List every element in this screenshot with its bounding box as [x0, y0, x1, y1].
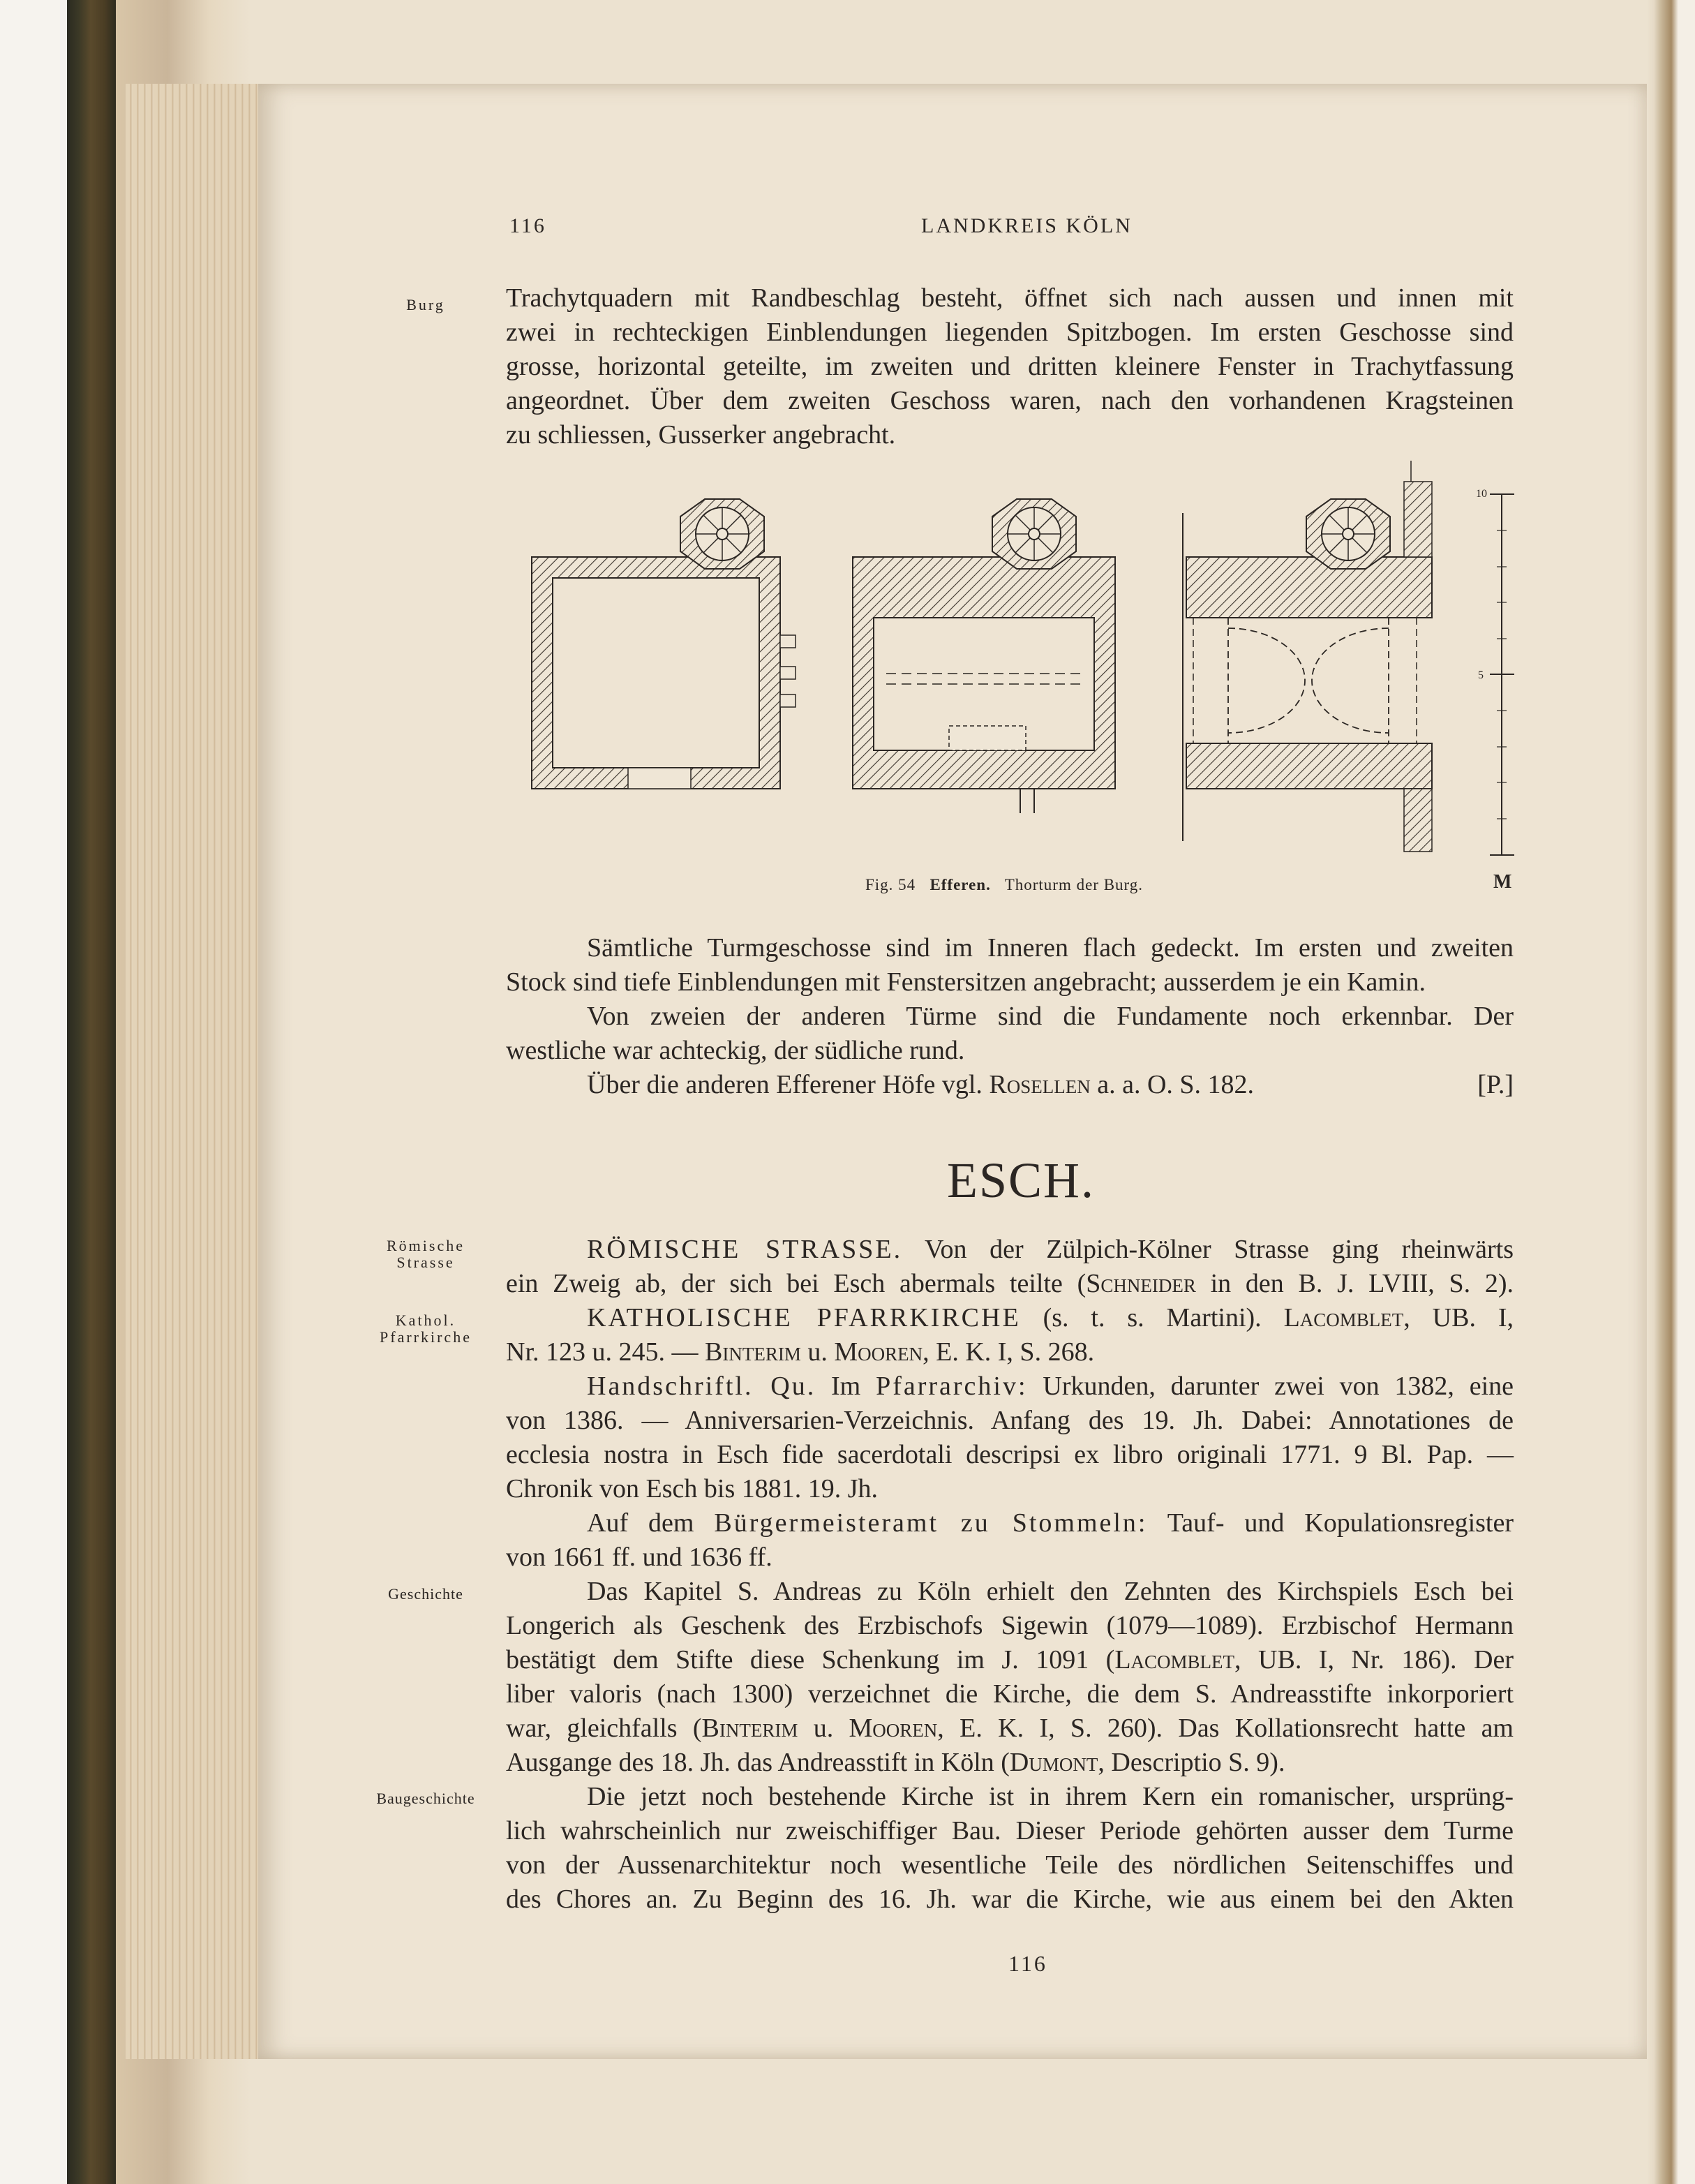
text-span: u.	[813, 1714, 834, 1743]
text-line: Longerich als Geschenk des Erzbischofs Sigewin (1079—1089). Erzbischof Hermann	[506, 1611, 1514, 1640]
text-line: Die jetzt noch bestehende Kirche ist in ihrem Kern ein romanischer, ursprüng-	[587, 1782, 1514, 1811]
page-number-bottom: 116	[1008, 1951, 1047, 1976]
text-line: Stock sind tiefe Einblendungen mit Fenstersitzen angebracht; ausserdem je ein Kamin.	[506, 967, 1426, 997]
scale-label-10: 10	[1476, 488, 1487, 500]
text-span: UB. I, Nr. 186). Der	[1258, 1645, 1514, 1674]
reference-text: a. a. O. S. 182.	[1097, 1070, 1255, 1099]
page-number-top: 116	[509, 214, 546, 237]
text-span: Auf dem	[587, 1508, 694, 1538]
text-span: Descriptio S. 9).	[1111, 1748, 1285, 1777]
text-line	[506, 1369, 1514, 1404]
margin-note-roemische-strasse	[373, 1238, 478, 1271]
author-name: Binterim	[705, 1337, 801, 1367]
author-signature: [P.]	[1477, 1070, 1514, 1099]
scale-label-5: 5	[1478, 669, 1484, 681]
text-line: Trachytquadern mit Randbeschlag besteht, öffnet sich nach aussen und innen mit	[506, 283, 1514, 313]
text-line: ecclesia nostra in Esch fide sacerdotali descripsi ex libro originali 1771. 9 Bl. Pap. —	[506, 1440, 1514, 1469]
section-heading-roemische-strasse: RÖMISCHE STRASSE.	[587, 1235, 903, 1264]
caption-text: Thorturm der Burg.	[1004, 876, 1144, 893]
text-line: zwei in rechteckigen Einblendungen liegenden Spitzbogen. Im ersten Geschosse sind	[506, 318, 1514, 347]
text-span: war, gleichfalls (	[506, 1714, 702, 1743]
text-line	[506, 1335, 1514, 1369]
margin-note-line: Römische	[387, 1237, 465, 1254]
text-line: von 1661 ff. und 1636 ff.	[506, 1543, 772, 1572]
text-span: Nr. 123 u. 245. —	[506, 1337, 699, 1367]
text-line	[506, 1301, 1514, 1335]
paragraph-top	[506, 281, 1514, 452]
text-line	[506, 1711, 1514, 1746]
text-span: E. K. I, S. 260). Das Kollationsrecht hatte am	[959, 1714, 1514, 1743]
paragraph-after-figure	[506, 931, 1514, 1102]
text-line: Das Kapitel S. Andreas zu Köln erhielt den Zehnten des Kirchspiels Esch bei	[587, 1577, 1514, 1606]
text-span: (s. t. s. Martini).	[1043, 1303, 1262, 1332]
text-line	[506, 1068, 1514, 1102]
text-line: Von zweien der anderen Türme sind die Fundamente noch erkennbar. Der	[587, 1002, 1514, 1031]
text-line: westliche war achteckig, der südliche rund.	[506, 1036, 965, 1065]
author-name: Mooren,	[834, 1337, 929, 1367]
author-name: Dumont,	[1009, 1748, 1105, 1777]
author-name: Mooren,	[849, 1714, 944, 1743]
text-span: ein Zweig ab, der sich bei Esch abermals teilte (	[506, 1269, 1087, 1298]
text-span: bestätigt dem Stifte diese Schenkung im J. 1091 (	[506, 1645, 1115, 1674]
text-span: in den B. J. LVIII, S. 2).	[1210, 1269, 1514, 1298]
text-line	[506, 1233, 1514, 1267]
text-line: Chronik von Esch bis 1881. 19. Jh.	[506, 1474, 879, 1503]
scale-bar	[1476, 488, 1514, 893]
floor-plan-1	[532, 499, 796, 789]
text-span: Ausgange des 18. Jh. das Andreasstift in Köln (	[506, 1748, 1010, 1777]
page-edges	[126, 84, 265, 2059]
author-name: Binterim	[701, 1714, 798, 1743]
esch-body-text	[506, 1233, 1514, 1917]
figure-caption	[865, 876, 1143, 894]
caption-place: Efferen.	[929, 876, 991, 893]
margin-note-burg: Burg	[406, 296, 445, 313]
section-heading-kathol-pfarrkirche: KATHOLISCHE PFARRKIRCHE	[587, 1303, 1021, 1332]
text-span: u.	[807, 1337, 828, 1367]
margin-note-line: Kathol.	[395, 1312, 456, 1329]
author-name: Rosellen	[989, 1070, 1091, 1099]
text-line: von 1386. — Anniversarien-Verzeichnis. Anfang des 19. Jh. Dabei: Annotationes de	[506, 1406, 1514, 1435]
margin-note-line: Pfarrkirche	[380, 1328, 472, 1346]
author-name: Lacomblet,	[1283, 1303, 1410, 1332]
text-line: Sämtliche Turmgeschosse sind im Inneren flach gedeckt. Im ersten und zweiten	[587, 933, 1514, 963]
text-line: des Chores an. Zu Beginn des 16. Jh. war die Kirche, wie aus einem bei den Akten	[506, 1885, 1514, 1914]
text-line: von der Aussenarchitektur noch wesentliche Teile des nördlichen Seitenschiffes und	[506, 1850, 1514, 1880]
text-line	[506, 1506, 1514, 1540]
tower-floor-plans-figure	[516, 461, 1535, 907]
text-line: lich wahrscheinlich nur zweischiffiger Bau. Dieser Periode gehörten ausser dem Turme	[506, 1816, 1514, 1845]
author-name: Lacomblet,	[1114, 1645, 1241, 1674]
floor-plan-2	[853, 499, 1115, 813]
text-line	[506, 1643, 1514, 1677]
text-span: E. K. I, S. 268.	[936, 1337, 1095, 1367]
author-name: Schneider	[1086, 1269, 1196, 1298]
text-line: angeordnet. Über dem zweiten Geschoss waren, nach den vorhandenen Kragsteinen	[506, 386, 1514, 415]
text-span: UB. I,	[1432, 1303, 1514, 1332]
text-line	[506, 1746, 1514, 1780]
text-line	[506, 1267, 1514, 1301]
text-line: zu schliessen, Gusserker angebracht.	[506, 420, 896, 450]
margin-note-kathol-pfarrkirche	[373, 1312, 478, 1346]
running-title: LANDKREIS KÖLN	[921, 214, 1133, 237]
text-span: Von der Zülpich-Kölner Strasse ging rheinwärts	[925, 1235, 1514, 1264]
margin-note-line: Strasse	[396, 1254, 455, 1271]
floor-plan-3	[1183, 461, 1432, 852]
caption-figure-number: Fig. 54	[865, 876, 916, 893]
text-span: Tauf- und Kopulationsregister	[1167, 1508, 1514, 1538]
text-span: Bürgermeisteramt zu Stommeln:	[714, 1508, 1148, 1538]
text-span: Handschriftl. Qu.	[587, 1372, 816, 1401]
reference-text: Über die anderen Efferener Höfe vgl.	[587, 1070, 983, 1099]
text-span: Im	[831, 1372, 861, 1401]
margin-note-baugeschichte: Baugeschichte	[376, 1790, 475, 1807]
text-span: Pfarrarchiv:	[876, 1372, 1028, 1401]
scale-monogram: M	[1493, 871, 1512, 893]
text-line: liber valoris (nach 1300) verzeichnet die Kirche, die dem S. Andreasstifte inkorporiert	[506, 1679, 1514, 1709]
text-span: Urkunden, darunter zwei von 1382, eine	[1043, 1372, 1514, 1401]
text-line: grosse, horizontal geteilte, im zweiten und dritten kleinere Fenster in Trachytfassung	[506, 352, 1514, 381]
section-title: ESCH.	[947, 1152, 1096, 1208]
margin-note-geschichte: Geschichte	[388, 1585, 463, 1603]
